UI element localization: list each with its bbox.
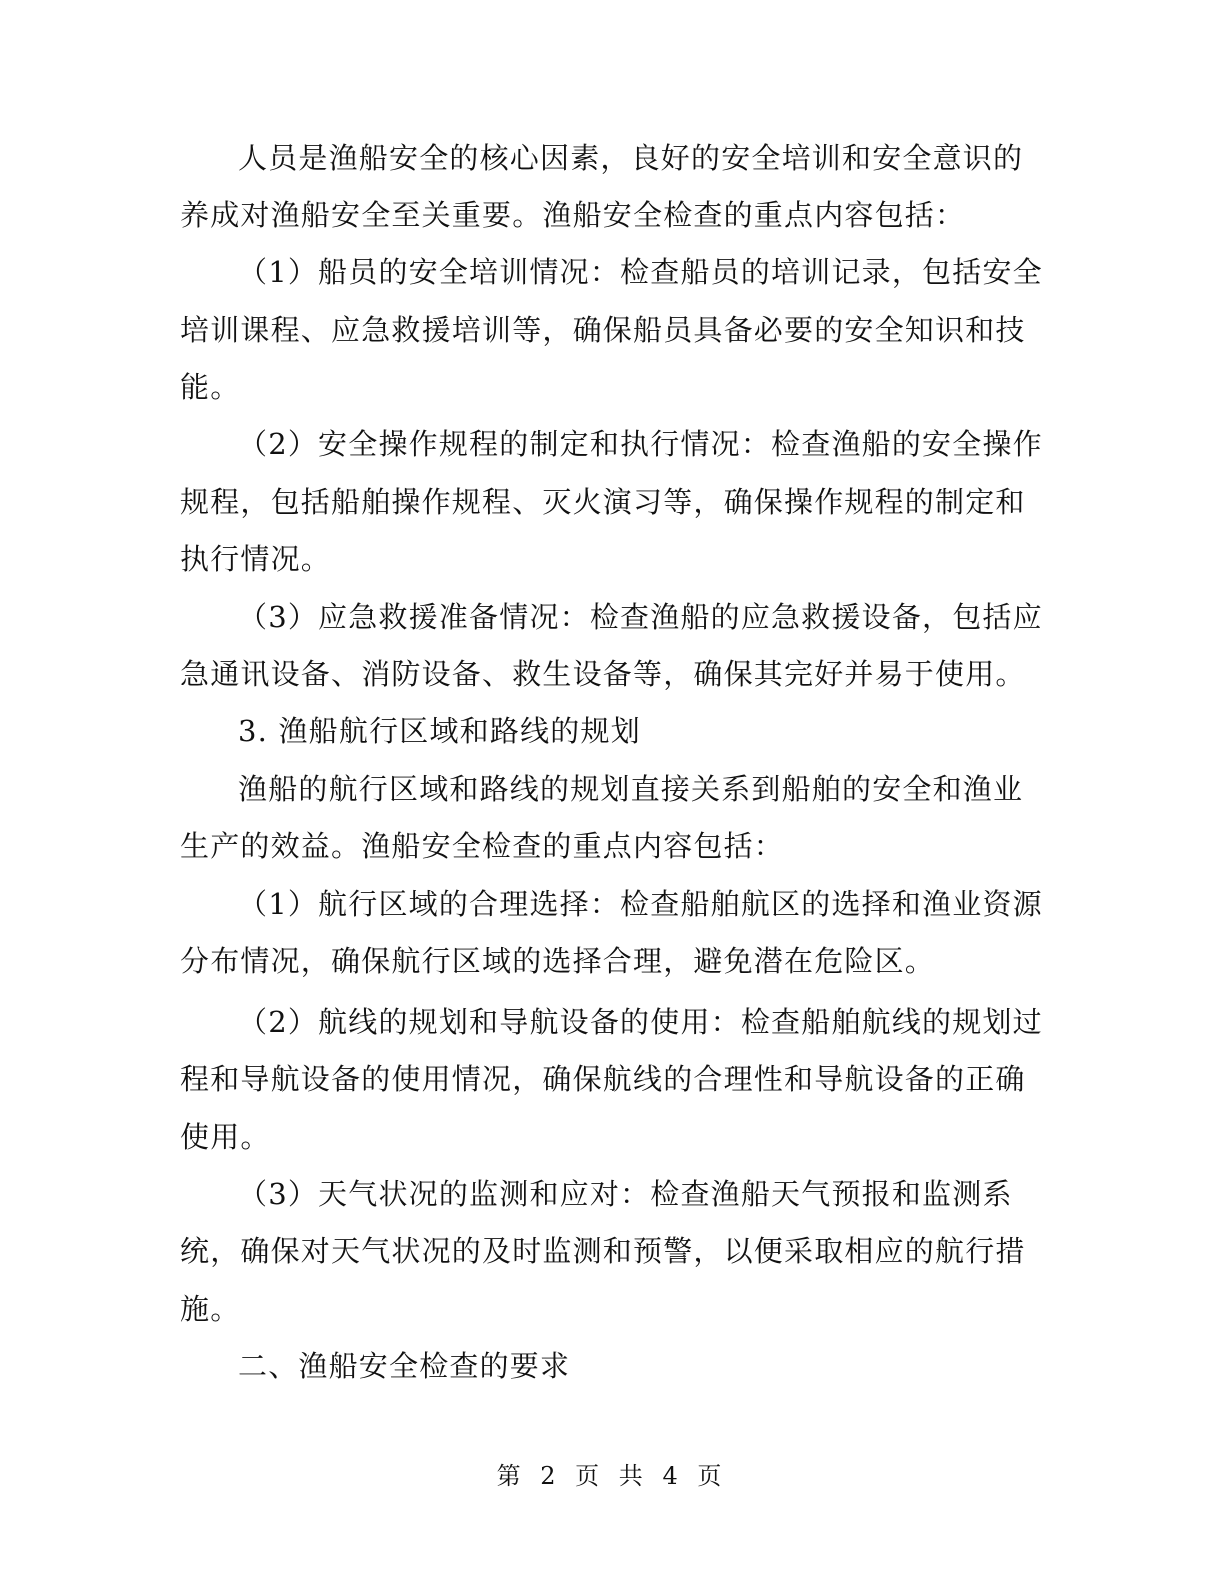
section-heading: 3. 渔船航行区域和路线的规划 xyxy=(238,714,641,748)
text-line: 分布情况，确保航行区域的选择合理，避免潜在危险区。 xyxy=(180,944,936,978)
text-line: 渔船的航行区域和路线的规划直接关系到船舶的安全和渔业 xyxy=(238,772,1024,806)
text-line: 规程，包括船舶操作规程、灭火演习等，确保操作规程的制定和 xyxy=(180,485,1026,519)
text-line: 程和导航设备的使用情况，确保航线的合理性和导航设备的正确 xyxy=(180,1062,1026,1096)
text-line: 培训课程、应急救援培训等，确保船员具备必要的安全知识和技 xyxy=(180,313,1026,347)
text-line: 生产的效益。渔船安全检查的重点内容包括： xyxy=(180,829,785,863)
text-line: 使用。 xyxy=(180,1120,271,1154)
text-line: （3）天气状况的监测和应对：检查渔船天气预报和监测系 xyxy=(238,1177,1013,1211)
text-line: （1）船员的安全培训情况：检查船员的培训记录，包括安全 xyxy=(238,255,1043,289)
text-line: 急通讯设备、消防设备、救生设备等，确保其完好并易于使用。 xyxy=(180,657,1026,691)
text-line: （3）应急救援准备情况：检查渔船的应急救援设备，包括应 xyxy=(238,600,1043,634)
page-number-footer: 第 2 页 共 4 页 xyxy=(496,1462,728,1490)
text-line: 养成对渔船安全至关重要。渔船安全检查的重点内容包括： xyxy=(180,198,966,232)
text-line: （2）航线的规划和导航设备的使用：检查船舶航线的规划过 xyxy=(238,1005,1043,1039)
text-line: 能。 xyxy=(180,370,241,404)
section-heading: 二、渔船安全检查的要求 xyxy=(238,1349,571,1383)
text-line: （1）航行区域的合理选择：检查船舶航区的选择和渔业资源 xyxy=(238,887,1043,921)
text-line: 人员是渔船安全的核心因素，良好的安全培训和安全意识的 xyxy=(238,141,1024,175)
text-line: 统，确保对天气状况的及时监测和预警，以便采取相应的航行措 xyxy=(180,1234,1026,1268)
text-line: 执行情况。 xyxy=(180,542,332,576)
text-line: 施。 xyxy=(180,1292,241,1326)
text-line: （2）安全操作规程的制定和执行情况：检查渔船的安全操作 xyxy=(238,427,1043,461)
